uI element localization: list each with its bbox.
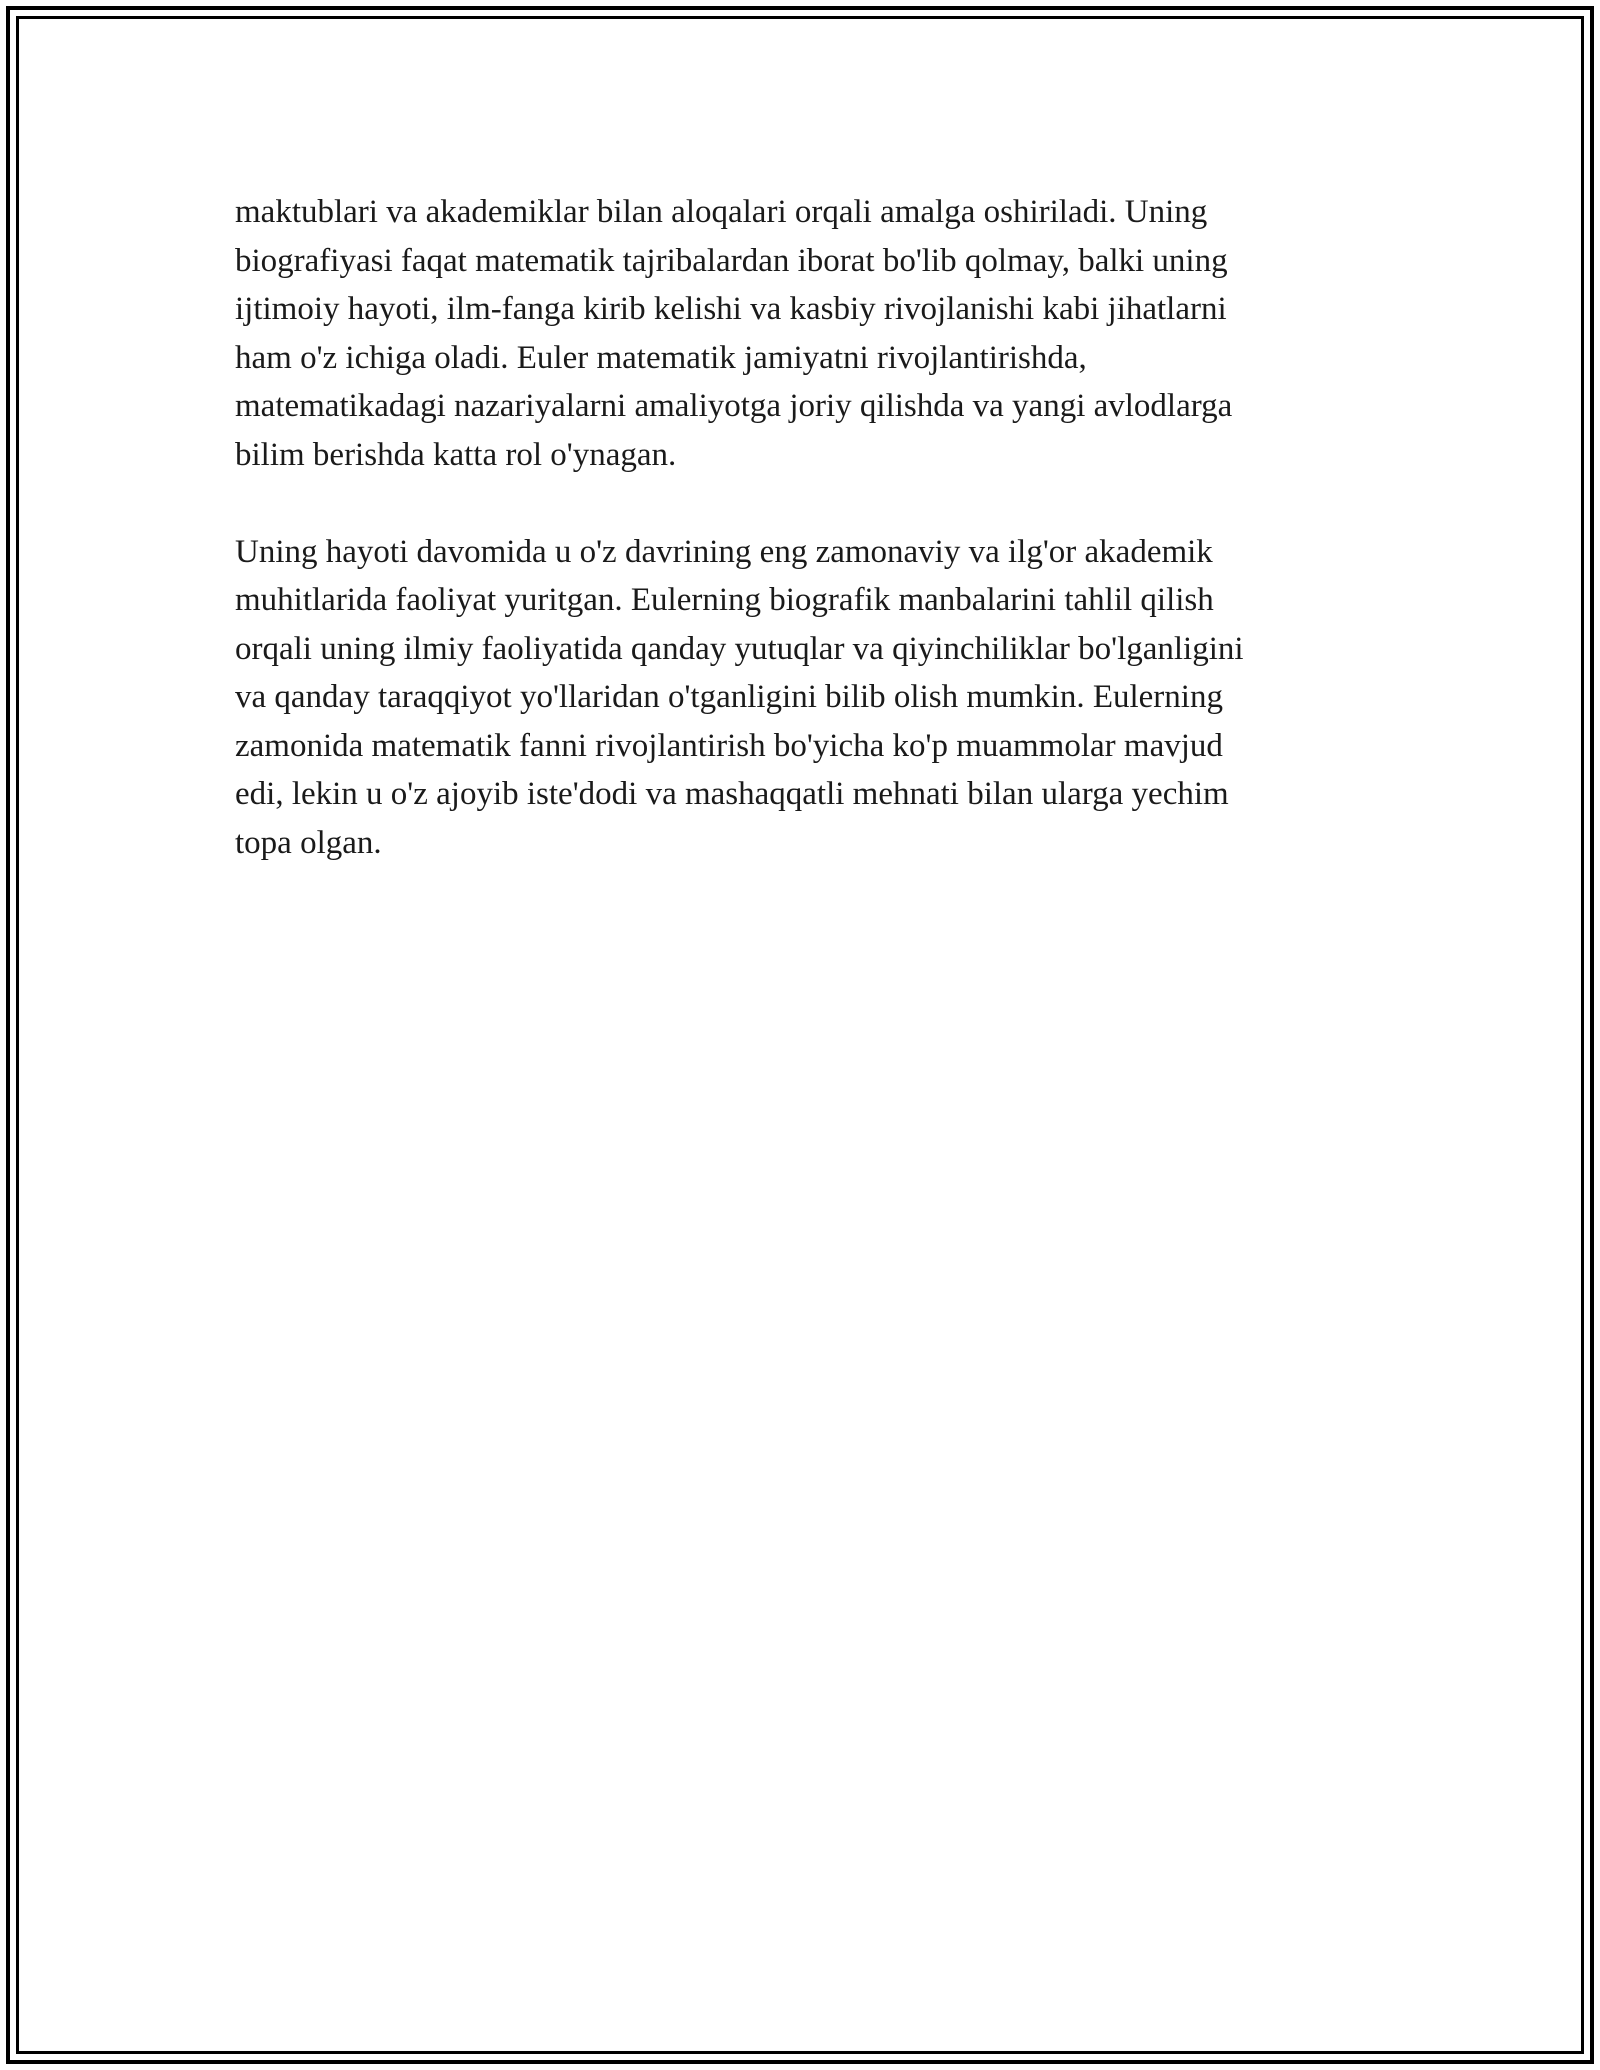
text-line: va qanday taraqqiyot yo'llaridan o'tganligini bilib olish mumkin. Eulerning <box>235 679 1223 715</box>
text-line: orqali uning ilmiy faoliyatida qanday yutuqlar va qiyinchiliklar bo'lganligini <box>235 630 1244 667</box>
text-line: bilim berishda katta rol o'ynagan. <box>235 436 677 473</box>
text-line: muhitlarida faoliyat yuritgan. Eulerning biografik manbalarini tahlil qilish <box>235 582 1214 618</box>
paragraph <box>235 528 1385 868</box>
text-line: maktublari va akademiklar bilan aloqalari orqali amalga oshiriladi. Uning <box>235 194 1208 230</box>
text-line: zamonida matematik fanni rivojlantirish bo'yicha ko'p muammolar mavjud <box>235 727 1223 764</box>
document-body <box>235 188 1385 916</box>
paragraph <box>235 188 1385 479</box>
text-line: edi, lekin u o'z ajoyib iste'dodi va mashaqqatli mehnati bilan ularga yechim <box>235 776 1229 812</box>
text-line: biografiyasi faqat matematik tajribalardan iborat bo'lib qolmay, balki uning <box>235 242 1228 279</box>
text-line: matematikadagi nazariyalarni amaliyotga joriy qilishda va yangi avlodlarga <box>235 388 1233 424</box>
text-line: topa olgan. <box>235 824 382 861</box>
text-line: Uning hayoti davomida u o'z davrining eng zamonaviy va ilg'or akademik <box>235 533 1213 570</box>
text-line: ijtimoiy hayoti, ilm-fanga kirib kelishi va kasbiy rivojlanishi kabi jihatlarni <box>235 291 1227 327</box>
text-line: ham o'z ichiga oladi. Euler matematik jamiyatni rivojlantirishda, <box>235 339 1087 376</box>
